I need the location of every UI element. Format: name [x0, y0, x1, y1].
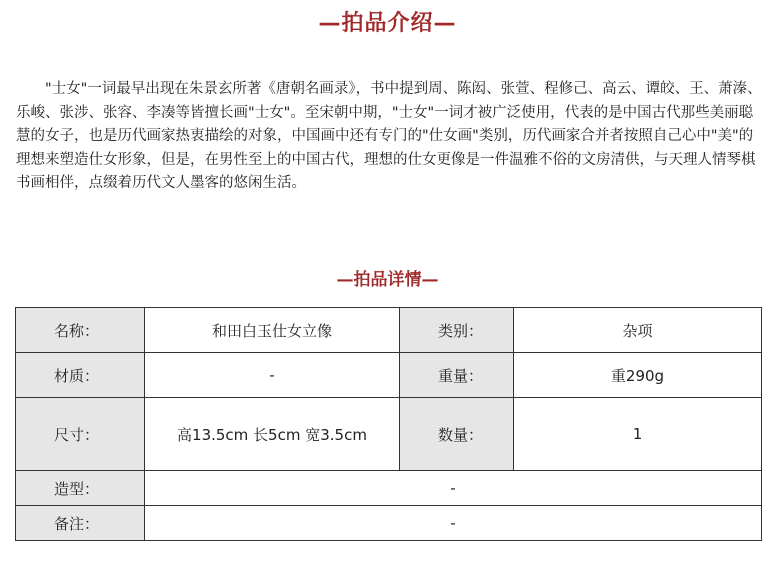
table-row-name	[16, 308, 762, 353]
table-row-shape	[16, 471, 762, 506]
size-label: 尺寸：	[16, 398, 145, 471]
intro-paragraph: "士女"一词最早出现在朱景玄所著《唐朝名画录》，书中提到周、陈闳、张萱、程修己、高云、谭皎、王、萧溱、乐峻、张涉、张容、李凑等皆擅长画"士女"。至宋朝中期，"士女"一词才被广泛使用，代表的是中国古代那些美丽聪慧的女子，也是历代画家热衷描绘的对象，中国画中还有专门的"仕女画"类别，历代画家合并者按照自己心中"美"的理想来塑造仕女形象，但是，在男性至上的中国古代，理想的仕女更像是一件温雅不俗的文房清供，与天理人情琴棋书画相伴，点缀着历代文人墨客的悠闲生活。	[16, 81, 762, 191]
weight-value: 重290g	[514, 353, 762, 398]
remarks-value: -	[145, 506, 762, 541]
material-value: -	[145, 353, 400, 398]
category-value: 杂项	[514, 308, 762, 353]
table-row-material	[16, 353, 762, 398]
size-value: 高13.5cm 长5cm 宽3.5cm	[145, 398, 400, 471]
table-row-size	[16, 398, 762, 471]
category-label: 类别：	[400, 308, 514, 353]
remarks-label: 备注：	[16, 506, 145, 541]
table-row-remarks	[16, 506, 762, 541]
name-value: 和田白玉仕女立像	[145, 308, 400, 353]
weight-label: 重量：	[400, 353, 514, 398]
shape-label: 造型：	[16, 471, 145, 506]
shape-value: -	[145, 471, 762, 506]
quantity-value: 1	[514, 398, 762, 471]
material-label: 材质：	[16, 353, 145, 398]
details-table	[15, 307, 762, 541]
details-section-title: —拍品详情—	[336, 270, 439, 290]
intro-section-title: —拍品介绍—	[318, 11, 457, 36]
name-label: 名称：	[16, 308, 145, 353]
quantity-label: 数量：	[400, 398, 514, 471]
